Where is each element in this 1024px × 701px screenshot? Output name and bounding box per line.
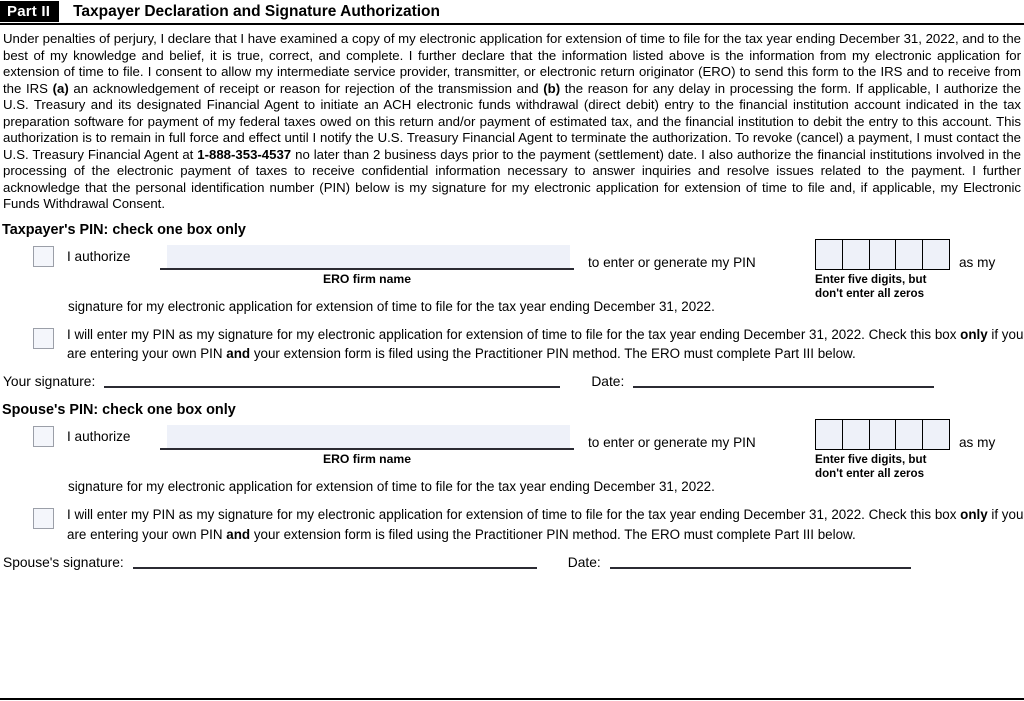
taxpayer-option-b-seg-2: if you are entering your own PIN [67, 327, 1024, 362]
taxpayer-authorize-checkbox[interactable] [33, 246, 54, 267]
declaration-seg-2: an acknowledgement of receipt or reason for rejection of the transmission and [68, 80, 544, 96]
taxpayer-pin-group [815, 239, 950, 300]
spouse-option-b-seg-1: I will enter my PIN as my signature for my electronic application for extension of time to file for the tax year ending December 31, 2022. Check this box [67, 507, 961, 523]
part-number-tag: Part II [0, 1, 59, 22]
spouse-authorize-label: I authorize [67, 429, 131, 445]
spouse-option-b-bold-and: and [226, 526, 251, 542]
spouse-enter-pin-text: to enter or generate my PIN [588, 435, 756, 451]
taxpayer-as-my-text: as my [959, 255, 996, 271]
spouse-pin-boxes[interactable] [815, 419, 950, 450]
declaration-seg-3: the reason for any delay in processing the form. If applicable, I authorize the U.S. Treasury and its designated Financial Agent to initiate an ACH electronic funds withdrawal (direct debit) entry to the financial institution account indicated in the tax preparation software for payment of my federal taxes owed on this return and/or payment of estimated tax, and the financial institution to debit the entry to this account. This authorization is to remain in full force and effect until I notify the U.S. Treasury Financial Agent to terminate the authorization. To revoke (cancel) a payment, I must contact the U.S. Treasury Financial Agent at [3, 80, 1021, 162]
taxpayer-continuation-text: signature for my electronic application for extension of time to file for the tax year ending December 31, 2022. [68, 299, 715, 315]
page-title: Taxpayer Declaration and Signature Authorization [73, 3, 440, 20]
spouse-ero-caption: ERO firm name [322, 452, 412, 467]
spouse-ero-field-wrap [160, 425, 574, 467]
spouse-authorize-row [0, 419, 1024, 480]
taxpayer-signature-row [0, 363, 1024, 391]
spouse-signature-input[interactable] [133, 567, 537, 569]
taxpayer-ero-firm-name-input[interactable] [167, 245, 570, 268]
taxpayer-option-b-checkbox[interactable] [33, 328, 54, 349]
taxpayer-pin-caption-line2: don't enter all zeros [815, 286, 925, 300]
declaration-paragraph [0, 25, 1024, 213]
spouse-date-label: Date: [567, 554, 601, 570]
spouse-pin-digit-4[interactable] [896, 420, 923, 449]
spouse-date-input[interactable] [610, 567, 911, 569]
taxpayer-option-b-seg-3: your extension form is filed using the Practitioner PIN method. The ERO must complete Part III below. [250, 346, 856, 362]
taxpayer-option-b-bold-only: only [960, 327, 988, 343]
spouse-option-b-row [0, 496, 1024, 543]
taxpayer-date-input[interactable] [633, 386, 934, 388]
taxpayer-ero-caption: ERO firm name [322, 272, 412, 287]
taxpayer-signature-label: Your signature: [3, 374, 96, 390]
taxpayer-enter-pin-text: to enter or generate my PIN [588, 255, 756, 271]
taxpayer-pin-digit-3[interactable] [870, 240, 897, 269]
spouse-pin-digit-1[interactable] [816, 420, 843, 449]
declaration-bold-a: (a) [52, 80, 69, 96]
spouse-pin-caption-line2: don't enter all zeros [815, 466, 925, 480]
declaration-seg-4: no later than 2 business days prior to the payment (settlement) date. I also authorize the financial institutions involved in the processing of the electronic payment of taxes to receive confidential information necessary to answer inquiries and resolve issues related to the payment. I further acknowledge that the personal identification number (PIN) below is my signature for my electronic application for extension of time to file and, if applicable, my Electronic Funds Withdrawal Consent. [3, 146, 1021, 212]
spouse-pin-digit-2[interactable] [843, 420, 870, 449]
declaration-bold-phone: 1-888-353-4537 [197, 146, 292, 162]
spouse-authorize-checkbox[interactable] [33, 426, 54, 447]
declaration-bold-b: (b) [543, 80, 561, 96]
taxpayer-authorize-row [0, 239, 1024, 300]
spouse-pin-group [815, 419, 950, 480]
spouse-pin-digit-3[interactable] [870, 420, 897, 449]
part-header [0, 1, 1024, 22]
taxpayer-pin-boxes[interactable] [815, 239, 950, 270]
taxpayer-pin-heading: Taxpayer's PIN: check one box only [2, 222, 246, 239]
spouse-option-b-bold-only: only [960, 507, 988, 523]
taxpayer-authorize-label: I authorize [67, 249, 131, 265]
spouse-pin-caption-line1: Enter five digits, but [815, 453, 927, 467]
spouse-option-b-checkbox[interactable] [33, 508, 54, 529]
taxpayer-option-b-bold-and: and [226, 346, 251, 362]
taxpayer-option-b-seg-1: I will enter my PIN as my signature for my electronic application for extension of time to file for the tax year ending December 31, 2022. Check this box [67, 327, 961, 343]
taxpayer-pin-digit-1[interactable] [816, 240, 843, 269]
spouse-pin-heading: Spouse's PIN: check one box only [2, 402, 236, 419]
spouse-signature-row [0, 544, 1024, 572]
taxpayer-pin-digit-4[interactable] [896, 240, 923, 269]
declaration-seg-1: Under penalties of perjury, I declare that I have examined a copy of my electronic application for extension of time to file for the tax year ending December 31, 2022, and to the best of my knowledge and belief, it is true, correct, and complete. I further declare that the information listed above is the information from my electronic application for extension of time to file. I consent to allow my intermediate service provider, transmitter, or electronic return originator (ERO) to send this form to the IRS and to receive from the IRS [3, 31, 1021, 96]
spouse-option-b-text [67, 505, 1024, 543]
spouse-ero-firm-name-input[interactable] [167, 425, 570, 448]
spouse-signature-label: Spouse's signature: [3, 554, 124, 570]
taxpayer-ero-field-wrap [160, 245, 574, 287]
taxpayer-date-label: Date: [591, 374, 625, 390]
taxpayer-pin-digit-5[interactable] [923, 240, 949, 269]
spouse-option-b-seg-2: if you are entering your own PIN [67, 507, 1024, 542]
spouse-as-my-text: as my [959, 435, 996, 451]
taxpayer-pin-digit-2[interactable] [843, 240, 870, 269]
spouse-pin-digit-5[interactable] [923, 420, 949, 449]
taxpayer-signature-input[interactable] [104, 386, 560, 388]
taxpayer-option-b-row [0, 316, 1024, 363]
spouse-option-b-seg-3: your extension form is filed using the Practitioner PIN method. The ERO must complete Part III below. [250, 526, 856, 542]
spouse-continuation-text: signature for my electronic application for extension of time to file for the tax year ending December 31, 2022. [68, 479, 715, 495]
taxpayer-pin-caption-line1: Enter five digits, but [815, 273, 927, 287]
taxpayer-option-b-text [67, 325, 1024, 363]
